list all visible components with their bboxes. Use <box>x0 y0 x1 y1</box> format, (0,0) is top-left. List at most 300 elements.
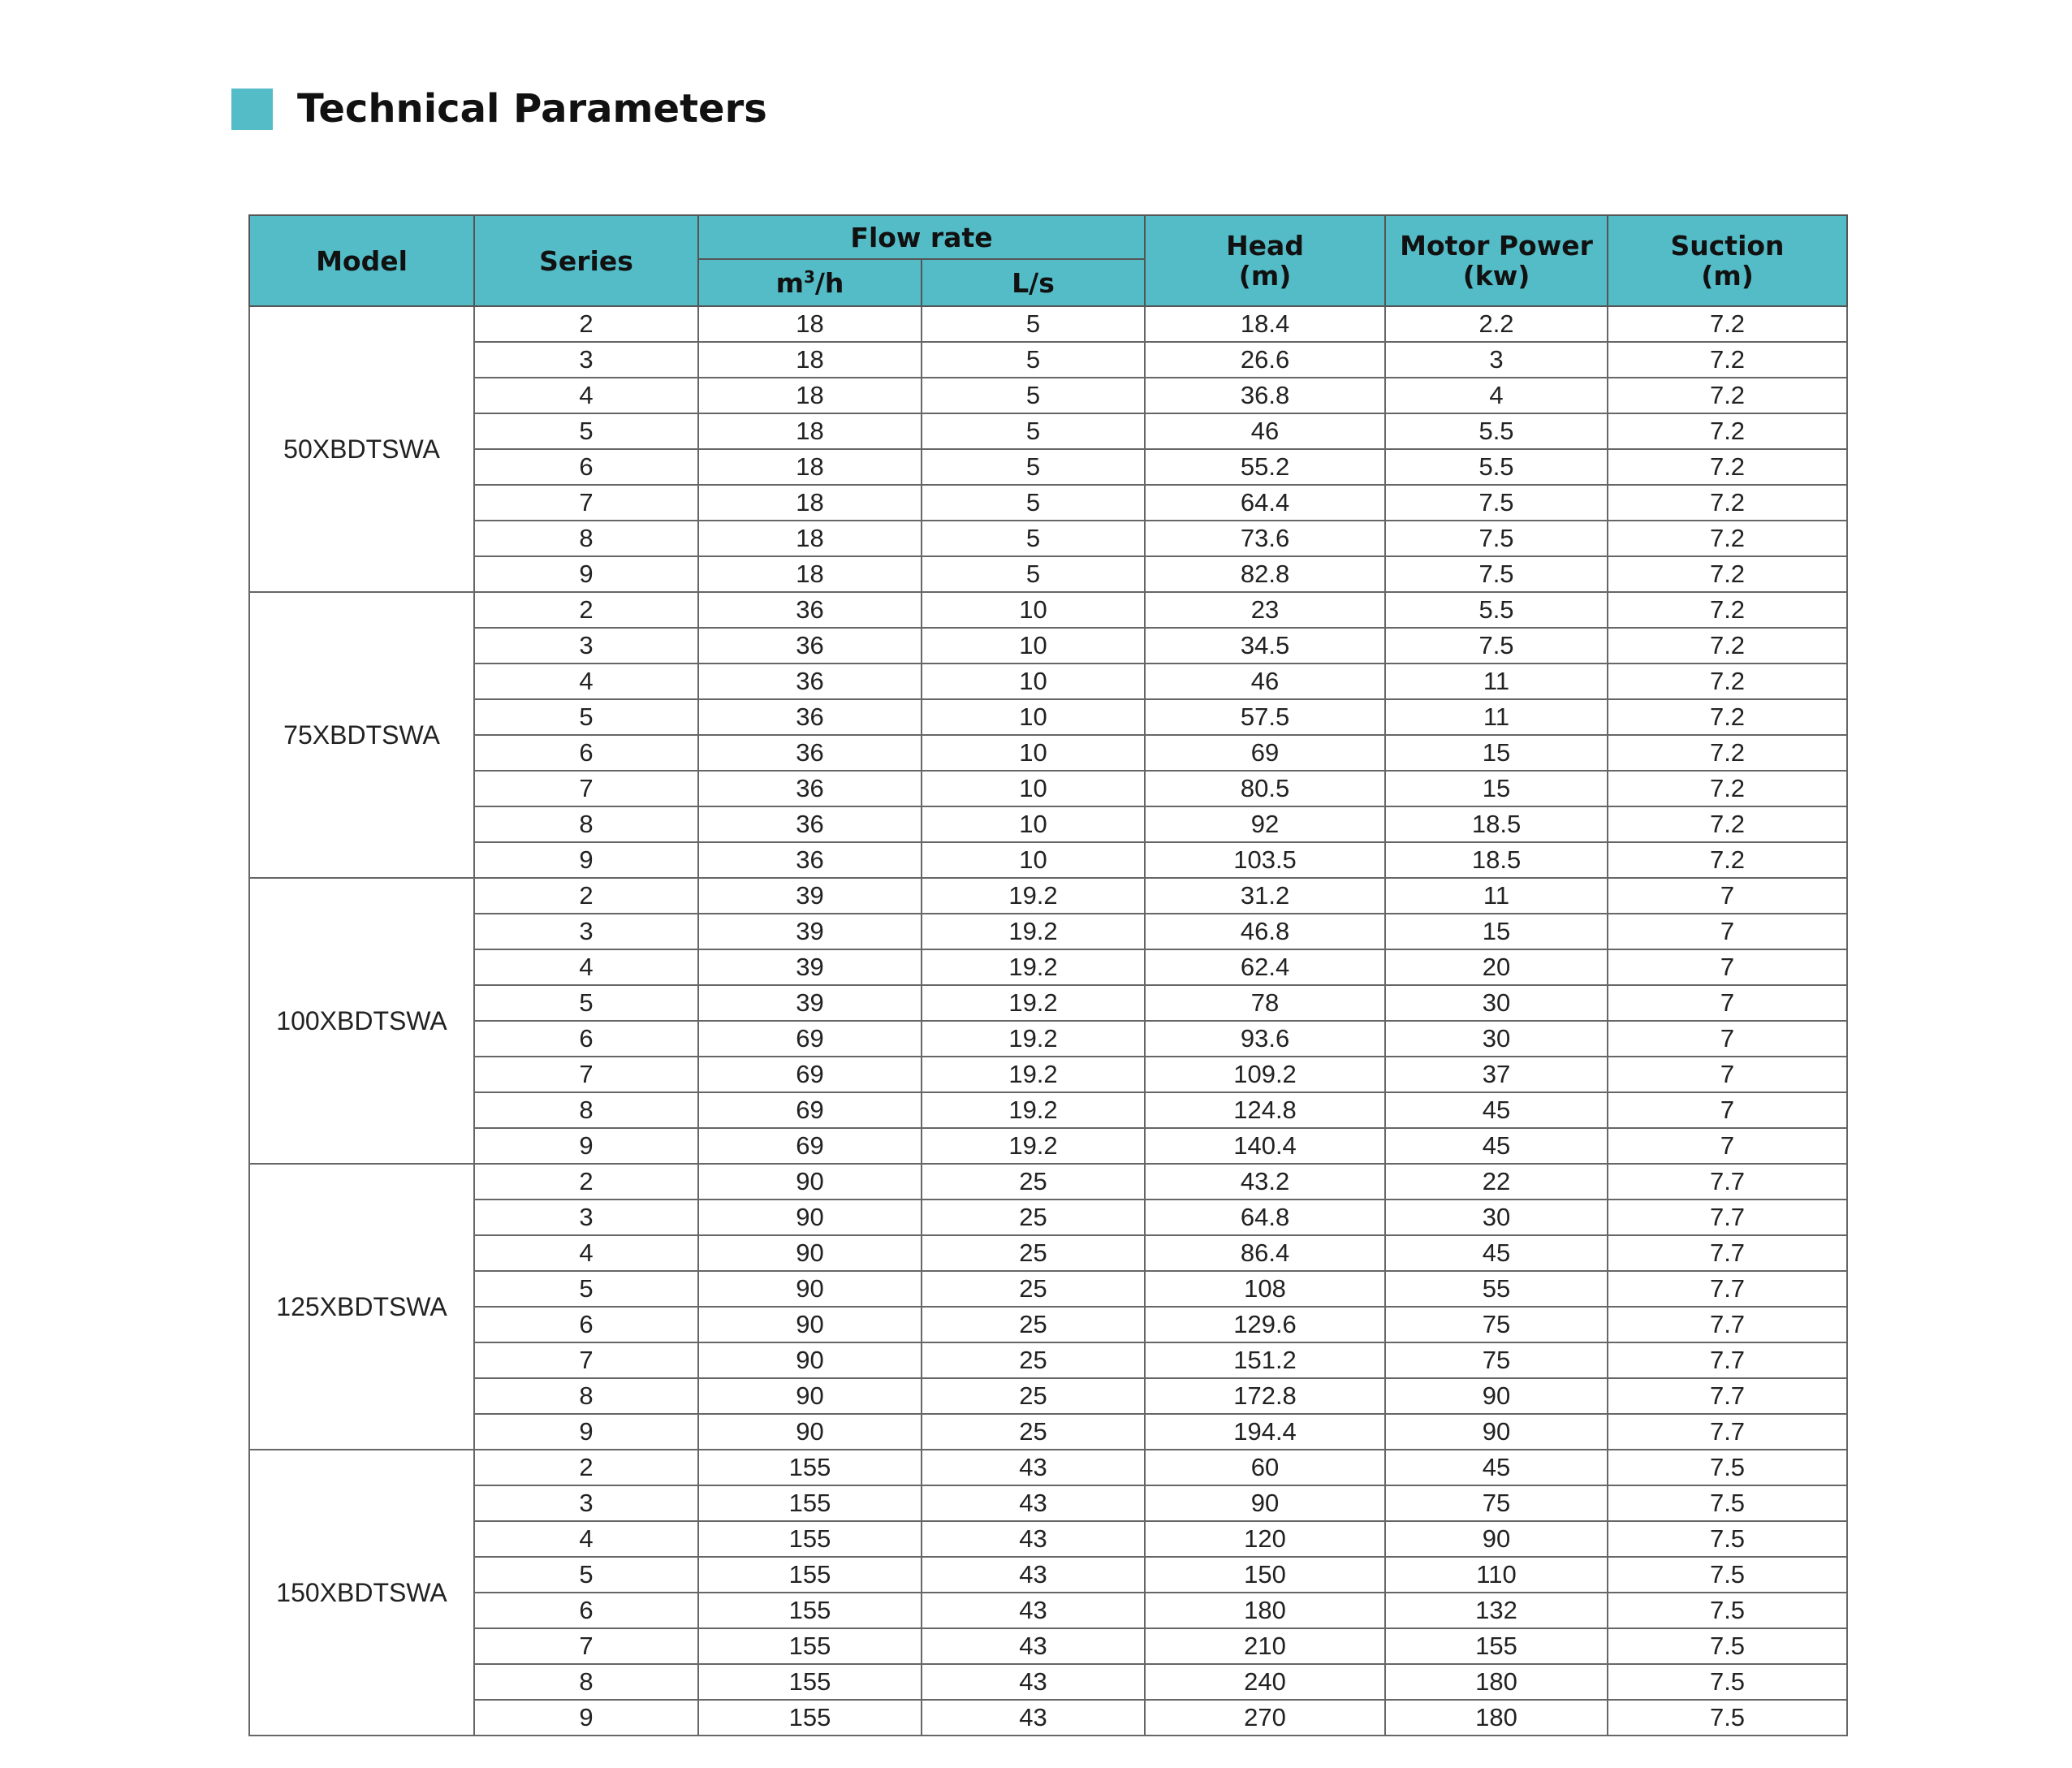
head-cell: 194.4 <box>1145 1414 1385 1450</box>
series-cell: 7 <box>474 1342 698 1378</box>
motor-power-cell: 18.5 <box>1385 806 1608 842</box>
series-cell: 7 <box>474 1628 698 1664</box>
head-cell: 23 <box>1145 592 1385 628</box>
suction-cell: 7.5 <box>1608 1450 1847 1485</box>
flow-m3h-cell: 18 <box>698 378 922 413</box>
motor-power-cell: 30 <box>1385 1200 1608 1235</box>
flow-m3h-cell: 18 <box>698 485 922 521</box>
motor-power-cell: 5.5 <box>1385 592 1608 628</box>
series-cell: 8 <box>474 1664 698 1700</box>
flow-m3h-cell: 90 <box>698 1271 922 1307</box>
flow-ls-cell: 19.2 <box>922 914 1145 949</box>
motor-power-cell: 55 <box>1385 1271 1608 1307</box>
table-row <box>249 1378 1847 1414</box>
header-series: Series <box>474 215 698 306</box>
motor-power-cell: 5.5 <box>1385 449 1608 485</box>
flow-ls-cell: 5 <box>922 306 1145 342</box>
motor-power-cell: 132 <box>1385 1593 1608 1628</box>
head-cell: 172.8 <box>1145 1378 1385 1414</box>
series-cell: 9 <box>474 1700 698 1736</box>
series-cell: 9 <box>474 1128 698 1164</box>
table-row <box>249 1200 1847 1235</box>
header-suction-unit: (m) <box>1701 260 1754 292</box>
series-cell: 3 <box>474 1200 698 1235</box>
table-row <box>249 556 1847 592</box>
table-row <box>249 449 1847 485</box>
head-cell: 140.4 <box>1145 1128 1385 1164</box>
suction-cell: 7.2 <box>1608 342 1847 378</box>
flow-ls-cell: 10 <box>922 806 1145 842</box>
suction-cell: 7.5 <box>1608 1628 1847 1664</box>
table-row <box>249 1307 1847 1342</box>
table-row <box>249 1521 1847 1557</box>
motor-power-cell: 7.5 <box>1385 485 1608 521</box>
series-cell: 4 <box>474 949 698 985</box>
head-cell: 36.8 <box>1145 378 1385 413</box>
series-cell: 2 <box>474 306 698 342</box>
table-row <box>249 1342 1847 1378</box>
table-row <box>249 1700 1847 1736</box>
flow-ls-cell: 19.2 <box>922 878 1145 914</box>
table-row <box>249 664 1847 699</box>
series-cell: 3 <box>474 342 698 378</box>
flow-m3h-cell: 18 <box>698 342 922 378</box>
suction-cell: 7.2 <box>1608 592 1847 628</box>
motor-power-cell: 45 <box>1385 1092 1608 1128</box>
suction-cell: 7.5 <box>1608 1593 1847 1628</box>
motor-power-cell: 22 <box>1385 1164 1608 1200</box>
header-motor-power-label: Motor Power <box>1400 230 1593 262</box>
flow-m3h-cell: 90 <box>698 1200 922 1235</box>
head-cell: 108 <box>1145 1271 1385 1307</box>
suction-cell: 7 <box>1608 1057 1847 1092</box>
flow-m3h-cell: 90 <box>698 1378 922 1414</box>
flow-m3h-cell: 39 <box>698 949 922 985</box>
series-cell: 3 <box>474 914 698 949</box>
table-row <box>249 771 1847 806</box>
motor-power-cell: 7.5 <box>1385 556 1608 592</box>
flow-ls-cell: 10 <box>922 735 1145 771</box>
table-row <box>249 1557 1847 1593</box>
flow-m3h-cell: 36 <box>698 806 922 842</box>
flow-ls-cell: 5 <box>922 413 1145 449</box>
motor-power-cell: 75 <box>1385 1307 1608 1342</box>
flow-ls-cell: 5 <box>922 521 1145 556</box>
flow-m3h-cell: 155 <box>698 1485 922 1521</box>
motor-power-cell: 90 <box>1385 1521 1608 1557</box>
head-cell: 93.6 <box>1145 1021 1385 1057</box>
flow-ls-cell: 19.2 <box>922 949 1145 985</box>
table-row <box>249 1164 1847 1200</box>
flow-m3h-cell: 69 <box>698 1128 922 1164</box>
head-cell: 120 <box>1145 1521 1385 1557</box>
suction-cell: 7.2 <box>1608 735 1847 771</box>
table-body <box>249 306 1847 1736</box>
flow-m3h-cell: 155 <box>698 1521 922 1557</box>
header-flow-rate: Flow rate <box>698 215 1145 259</box>
flow-ls-cell: 10 <box>922 664 1145 699</box>
head-cell: 26.6 <box>1145 342 1385 378</box>
flow-m3h-cell: 90 <box>698 1164 922 1200</box>
head-cell: 80.5 <box>1145 771 1385 806</box>
suction-cell: 7.2 <box>1608 842 1847 878</box>
series-cell: 2 <box>474 878 698 914</box>
flow-ls-cell: 19.2 <box>922 1057 1145 1092</box>
page-title: Technical Parameters <box>297 86 767 132</box>
suction-cell: 7 <box>1608 914 1847 949</box>
series-cell: 9 <box>474 556 698 592</box>
table-row <box>249 1271 1847 1307</box>
suction-cell: 7.2 <box>1608 628 1847 664</box>
heading-square-icon <box>231 89 273 130</box>
flow-m3h-cell: 18 <box>698 449 922 485</box>
flow-ls-cell: 25 <box>922 1200 1145 1235</box>
series-cell: 5 <box>474 1557 698 1593</box>
head-cell: 180 <box>1145 1593 1385 1628</box>
flow-ls-cell: 19.2 <box>922 1092 1145 1128</box>
suction-cell: 7.7 <box>1608 1164 1847 1200</box>
model-cell: 50XBDTSWA <box>249 306 474 592</box>
flow-m3h-cell: 36 <box>698 628 922 664</box>
table-row <box>249 1235 1847 1271</box>
table-row <box>249 521 1847 556</box>
flow-m3h-cell: 155 <box>698 1593 922 1628</box>
flow-m3h-cell: 18 <box>698 413 922 449</box>
series-cell: 2 <box>474 592 698 628</box>
series-cell: 4 <box>474 1235 698 1271</box>
table-row <box>249 735 1847 771</box>
motor-power-cell: 11 <box>1385 878 1608 914</box>
model-cell: 150XBDTSWA <box>249 1450 474 1736</box>
series-cell: 2 <box>474 1164 698 1200</box>
table-row <box>249 1450 1847 1485</box>
head-cell: 151.2 <box>1145 1342 1385 1378</box>
suction-cell: 7.2 <box>1608 413 1847 449</box>
table-row <box>249 914 1847 949</box>
model-cell: 75XBDTSWA <box>249 592 474 878</box>
suction-cell: 7.2 <box>1608 806 1847 842</box>
flow-m3h-cell: 90 <box>698 1235 922 1271</box>
header-head-label: Head <box>1226 230 1304 262</box>
flow-m3h-cell: 39 <box>698 914 922 949</box>
motor-power-cell: 15 <box>1385 735 1608 771</box>
table-row <box>249 485 1847 521</box>
head-cell: 92 <box>1145 806 1385 842</box>
flow-m3h-cell: 155 <box>698 1664 922 1700</box>
flow-ls-cell: 10 <box>922 699 1145 735</box>
series-cell: 9 <box>474 842 698 878</box>
suction-cell: 7.5 <box>1608 1485 1847 1521</box>
table-row <box>249 1593 1847 1628</box>
flow-m3h-cell: 18 <box>698 556 922 592</box>
motor-power-cell: 30 <box>1385 1021 1608 1057</box>
head-cell: 31.2 <box>1145 878 1385 914</box>
suction-cell: 7.7 <box>1608 1414 1847 1450</box>
suction-cell: 7.7 <box>1608 1200 1847 1235</box>
series-cell: 7 <box>474 771 698 806</box>
table-row <box>249 1092 1847 1128</box>
header-row <box>249 215 1847 259</box>
flow-ls-cell: 25 <box>922 1307 1145 1342</box>
series-cell: 6 <box>474 449 698 485</box>
flow-m3h-cell: 90 <box>698 1342 922 1378</box>
suction-cell: 7.2 <box>1608 485 1847 521</box>
suction-cell: 7.7 <box>1608 1271 1847 1307</box>
suction-cell: 7 <box>1608 985 1847 1021</box>
table-row <box>249 949 1847 985</box>
head-cell: 82.8 <box>1145 556 1385 592</box>
flow-ls-cell: 10 <box>922 592 1145 628</box>
suction-cell: 7 <box>1608 878 1847 914</box>
series-cell: 4 <box>474 664 698 699</box>
head-cell: 129.6 <box>1145 1307 1385 1342</box>
table-row <box>249 1485 1847 1521</box>
motor-power-cell: 45 <box>1385 1128 1608 1164</box>
head-cell: 150 <box>1145 1557 1385 1593</box>
series-cell: 3 <box>474 1485 698 1521</box>
suction-cell: 7.7 <box>1608 1378 1847 1414</box>
series-cell: 5 <box>474 413 698 449</box>
header-model: Model <box>249 215 474 306</box>
section-heading <box>231 88 767 130</box>
flow-ls-cell: 25 <box>922 1235 1145 1271</box>
flow-ls-cell: 5 <box>922 342 1145 378</box>
motor-power-cell: 75 <box>1385 1485 1608 1521</box>
header-suction-label: Suction <box>1670 230 1785 262</box>
head-cell: 109.2 <box>1145 1057 1385 1092</box>
head-cell: 124.8 <box>1145 1092 1385 1128</box>
series-cell: 8 <box>474 806 698 842</box>
head-cell: 86.4 <box>1145 1235 1385 1271</box>
head-cell: 103.5 <box>1145 842 1385 878</box>
flow-m3h-cell: 155 <box>698 1450 922 1485</box>
model-cell: 125XBDTSWA <box>249 1164 474 1450</box>
series-cell: 7 <box>474 1057 698 1092</box>
head-cell: 270 <box>1145 1700 1385 1736</box>
flow-m3h-cell: 36 <box>698 664 922 699</box>
motor-power-cell: 11 <box>1385 664 1608 699</box>
head-cell: 57.5 <box>1145 699 1385 735</box>
flow-m3h-cell: 36 <box>698 842 922 878</box>
flow-ls-cell: 5 <box>922 485 1145 521</box>
head-cell: 46 <box>1145 413 1385 449</box>
table-row <box>249 1414 1847 1450</box>
suction-cell: 7.2 <box>1608 771 1847 806</box>
head-cell: 64.8 <box>1145 1200 1385 1235</box>
series-cell: 5 <box>474 985 698 1021</box>
flow-m3h-cell: 39 <box>698 878 922 914</box>
flow-m3h-cell: 155 <box>698 1628 922 1664</box>
flow-m3h-cell: 18 <box>698 521 922 556</box>
flow-ls-cell: 43 <box>922 1450 1145 1485</box>
flow-ls-cell: 43 <box>922 1700 1145 1736</box>
motor-power-cell: 155 <box>1385 1628 1608 1664</box>
flow-ls-cell: 43 <box>922 1557 1145 1593</box>
flow-ls-cell: 5 <box>922 449 1145 485</box>
motor-power-cell: 180 <box>1385 1664 1608 1700</box>
series-cell: 6 <box>474 1021 698 1057</box>
motor-power-cell: 5.5 <box>1385 413 1608 449</box>
series-cell: 3 <box>474 628 698 664</box>
suction-cell: 7.2 <box>1608 378 1847 413</box>
flow-m3h-cell: 90 <box>698 1307 922 1342</box>
flow-ls-cell: 19.2 <box>922 985 1145 1021</box>
suction-cell: 7.5 <box>1608 1557 1847 1593</box>
suction-cell: 7.5 <box>1608 1521 1847 1557</box>
technical-parameters-table <box>248 214 1848 1736</box>
table-row <box>249 306 1847 342</box>
table-row <box>249 592 1847 628</box>
suction-cell: 7.2 <box>1608 664 1847 699</box>
suction-cell: 7.5 <box>1608 1700 1847 1736</box>
table-row <box>249 1628 1847 1664</box>
flow-ls-cell: 10 <box>922 771 1145 806</box>
header-head-unit: (m) <box>1238 260 1292 292</box>
head-cell: 90 <box>1145 1485 1385 1521</box>
flow-ls-cell: 43 <box>922 1664 1145 1700</box>
flow-m3h-cell: 90 <box>698 1414 922 1450</box>
head-cell: 55.2 <box>1145 449 1385 485</box>
motor-power-cell: 11 <box>1385 699 1608 735</box>
flow-ls-cell: 43 <box>922 1521 1145 1557</box>
flow-ls-cell: 43 <box>922 1485 1145 1521</box>
head-cell: 34.5 <box>1145 628 1385 664</box>
suction-cell: 7 <box>1608 1128 1847 1164</box>
series-cell: 9 <box>474 1414 698 1450</box>
flow-m3h-cell: 155 <box>698 1700 922 1736</box>
head-cell: 46 <box>1145 664 1385 699</box>
flow-ls-cell: 25 <box>922 1164 1145 1200</box>
flow-ls-cell: 25 <box>922 1271 1145 1307</box>
suction-cell: 7.2 <box>1608 521 1847 556</box>
suction-cell: 7.5 <box>1608 1664 1847 1700</box>
table-row <box>249 378 1847 413</box>
motor-power-cell: 3 <box>1385 342 1608 378</box>
header-motor-power-unit: (kw) <box>1462 260 1530 292</box>
flow-ls-cell: 19.2 <box>922 1128 1145 1164</box>
motor-power-cell: 15 <box>1385 914 1608 949</box>
flow-m3h-cell: 69 <box>698 1057 922 1092</box>
flow-ls-cell: 25 <box>922 1342 1145 1378</box>
motor-power-cell: 45 <box>1385 1450 1608 1485</box>
motor-power-cell: 30 <box>1385 985 1608 1021</box>
flow-ls-cell: 10 <box>922 628 1145 664</box>
flow-m3h-cell: 155 <box>698 1557 922 1593</box>
suction-cell: 7 <box>1608 1092 1847 1128</box>
suction-cell: 7.2 <box>1608 306 1847 342</box>
head-cell: 69 <box>1145 735 1385 771</box>
suction-cell: 7.2 <box>1608 699 1847 735</box>
suction-cell: 7 <box>1608 1021 1847 1057</box>
header-motor-power <box>1385 215 1608 306</box>
table-row <box>249 878 1847 914</box>
motor-power-cell: 15 <box>1385 771 1608 806</box>
head-cell: 240 <box>1145 1664 1385 1700</box>
flow-m3h-cell: 69 <box>698 1092 922 1128</box>
motor-power-cell: 110 <box>1385 1557 1608 1593</box>
motor-power-cell: 18.5 <box>1385 842 1608 878</box>
flow-m3h-cell: 36 <box>698 771 922 806</box>
head-cell: 62.4 <box>1145 949 1385 985</box>
series-cell: 6 <box>474 1307 698 1342</box>
suction-cell: 7.7 <box>1608 1235 1847 1271</box>
head-cell: 46.8 <box>1145 914 1385 949</box>
flow-m3h-cell: 39 <box>698 985 922 1021</box>
suction-cell: 7.7 <box>1608 1307 1847 1342</box>
table-row <box>249 1021 1847 1057</box>
header-flow-m3h: $m^3/h$ <box>698 259 922 306</box>
series-cell: 8 <box>474 521 698 556</box>
head-cell: 73.6 <box>1145 521 1385 556</box>
series-cell: 6 <box>474 1593 698 1628</box>
motor-power-cell: 180 <box>1385 1700 1608 1736</box>
series-cell: 5 <box>474 699 698 735</box>
motor-power-cell: 90 <box>1385 1378 1608 1414</box>
flow-ls-cell: 43 <box>922 1628 1145 1664</box>
table-row <box>249 1664 1847 1700</box>
motor-power-cell: 4 <box>1385 378 1608 413</box>
head-cell: 60 <box>1145 1450 1385 1485</box>
table-row <box>249 342 1847 378</box>
table-row <box>249 985 1847 1021</box>
series-cell: 5 <box>474 1271 698 1307</box>
flow-ls-cell: 43 <box>922 1593 1145 1628</box>
series-cell: 8 <box>474 1092 698 1128</box>
series-cell: 4 <box>474 1521 698 1557</box>
suction-cell: 7.2 <box>1608 556 1847 592</box>
head-cell: 78 <box>1145 985 1385 1021</box>
table-row <box>249 699 1847 735</box>
motor-power-cell: 45 <box>1385 1235 1608 1271</box>
head-cell: 210 <box>1145 1628 1385 1664</box>
flow-ls-cell: 10 <box>922 842 1145 878</box>
motor-power-cell: 2.2 <box>1385 306 1608 342</box>
flow-ls-cell: 5 <box>922 378 1145 413</box>
motor-power-cell: 7.5 <box>1385 628 1608 664</box>
header-flow-ls: L/s <box>922 259 1145 306</box>
flow-m3h-cell: 36 <box>698 699 922 735</box>
suction-cell: 7.2 <box>1608 449 1847 485</box>
motor-power-cell: 75 <box>1385 1342 1608 1378</box>
series-cell: 2 <box>474 1450 698 1485</box>
head-cell: 18.4 <box>1145 306 1385 342</box>
suction-cell: 7.7 <box>1608 1342 1847 1378</box>
series-cell: 7 <box>474 485 698 521</box>
motor-power-cell: 20 <box>1385 949 1608 985</box>
header-suction <box>1608 215 1847 306</box>
flow-m3h-cell: 69 <box>698 1021 922 1057</box>
motor-power-cell: 90 <box>1385 1414 1608 1450</box>
flow-m3h-cell: 36 <box>698 735 922 771</box>
table-row <box>249 628 1847 664</box>
table-row <box>249 1057 1847 1092</box>
table-row <box>249 1128 1847 1164</box>
suction-cell: 7 <box>1608 949 1847 985</box>
motor-power-cell: 7.5 <box>1385 521 1608 556</box>
model-cell: 100XBDTSWA <box>249 878 474 1164</box>
series-cell: 4 <box>474 378 698 413</box>
table-row <box>249 842 1847 878</box>
flow-m3h-cell: 18 <box>698 306 922 342</box>
series-cell: 6 <box>474 735 698 771</box>
motor-power-cell: 37 <box>1385 1057 1608 1092</box>
header-head <box>1145 215 1385 306</box>
flow-ls-cell: 25 <box>922 1378 1145 1414</box>
flow-ls-cell: 5 <box>922 556 1145 592</box>
series-cell: 8 <box>474 1378 698 1414</box>
head-cell: 64.4 <box>1145 485 1385 521</box>
flow-ls-cell: 19.2 <box>922 1021 1145 1057</box>
